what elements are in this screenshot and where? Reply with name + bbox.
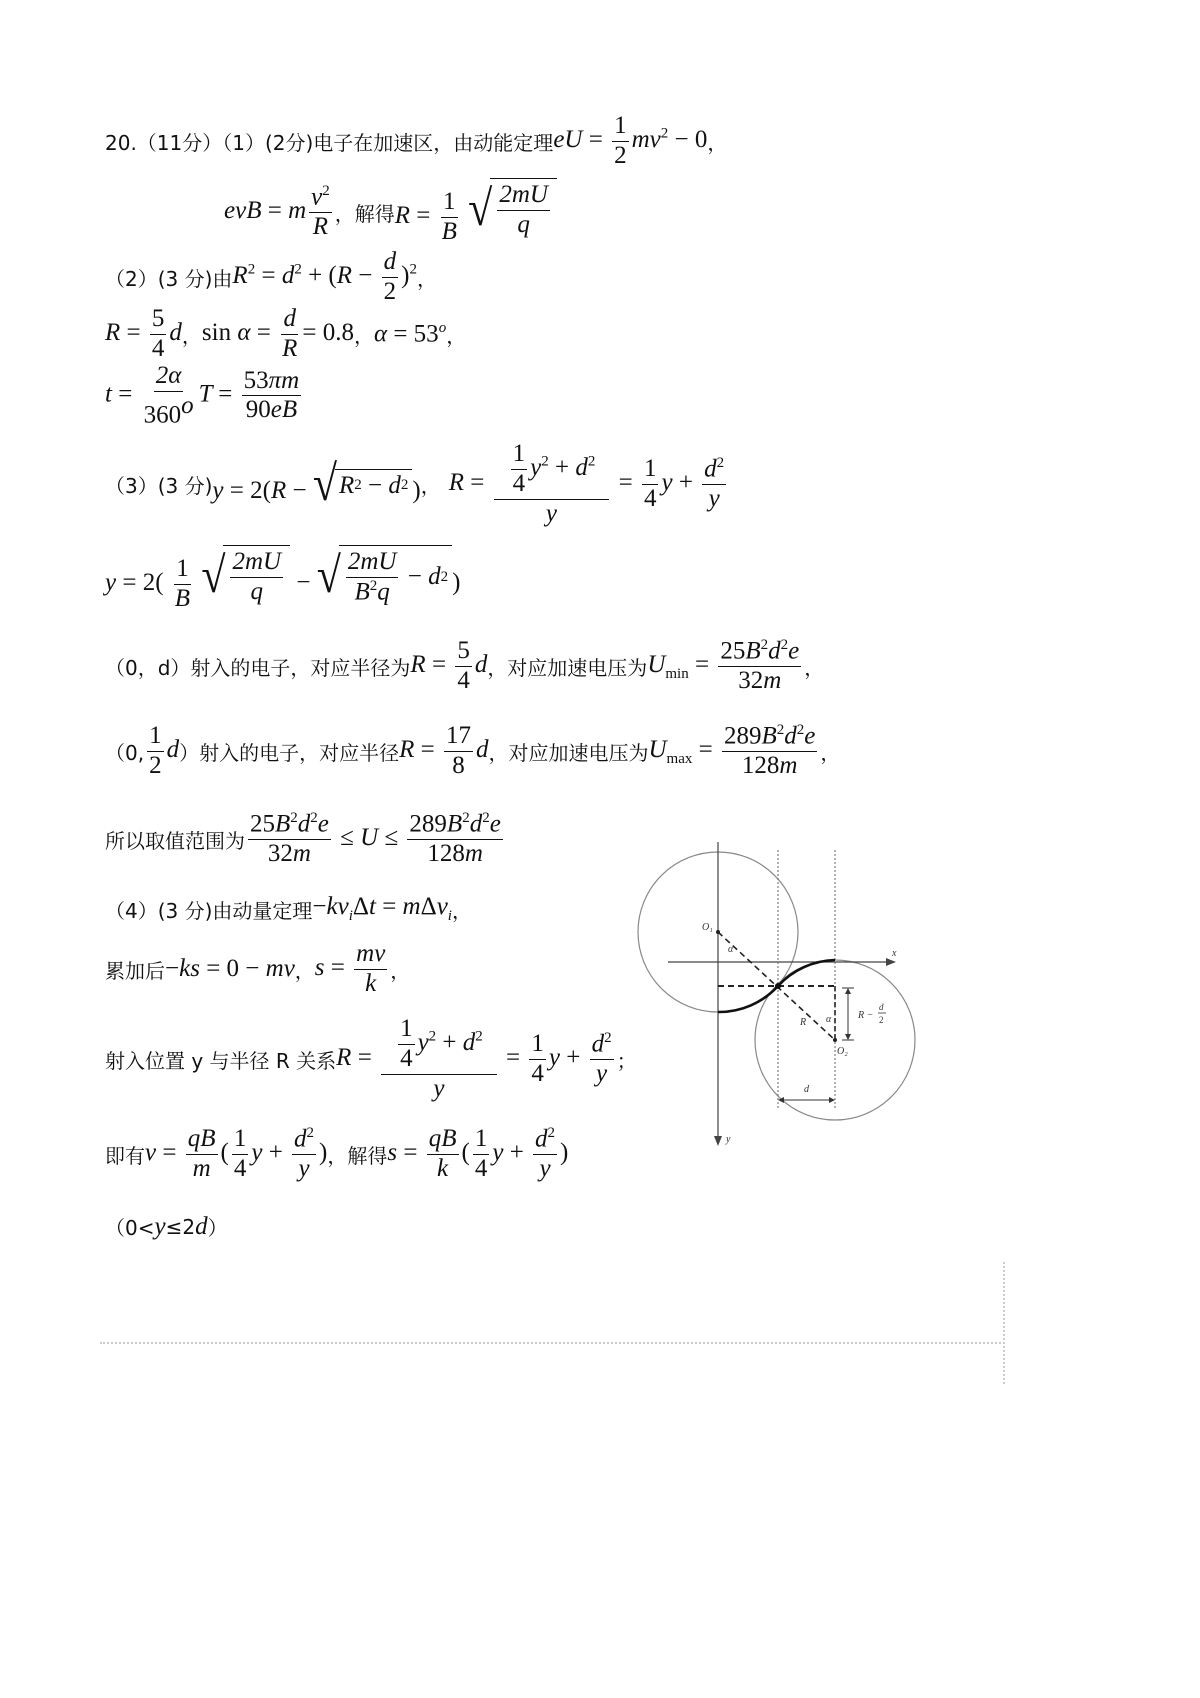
eq-r-of-y: R = $\frac{1}{4}$ $y^2 + d^2$ y = $\frac{1}{4}$ y + $\frac{d^2}{y}$ xyxy=(448,440,725,527)
eq-energy: eU = $\frac{1}{2}$ $mv^2 - 0$ xyxy=(553,112,708,169)
eq-r-relation: R = $\frac{1}{4}$ $y^2 + d^2$ y = $\frac{1}{4}$ y + $\frac{d^2}{y}$ xyxy=(336,1015,612,1102)
line-result: 即有 v = $\frac{qB}{m}$ ( $\frac{1}{4}$ y + $\frac{d^2}{y}$ ) ， 解得 s = $\frac{qB}{k}$ ( $\frac{1}{4}$ y + $\frac{d^2}{y}$ ) xyxy=(105,1125,569,1183)
eq-r-min: R = $\frac{5}{4}$ d xyxy=(410,637,488,694)
eq-lorentz: evB = m $\frac{v^2}{R}$ xyxy=(224,182,330,240)
label-alpha-2: α xyxy=(826,1014,832,1025)
svg-text:d: d xyxy=(879,1002,884,1012)
label-o1: O₁ xyxy=(702,922,713,933)
dotted-border-v xyxy=(1003,1262,1005,1384)
trajectory-diagram xyxy=(630,830,940,1160)
line-part2: （2）(3 分)由 $R^2 = d^2 + (R$ − $\frac{d}{2}$ )$^2$ ， xyxy=(105,248,437,305)
eq-time: t = $\frac{2\alpha}{360^o}$ T = $\frac{53\pi m}{90eB}$ xyxy=(105,362,300,429)
part3-label: （3）(3 分) xyxy=(105,473,213,498)
line-y-expr xyxy=(105,545,460,613)
part4-label: （4）(3 分)由动量定理 xyxy=(105,898,313,923)
dotted-border-h xyxy=(100,1342,1005,1344)
eq-sum: −ks = 0 − mv xyxy=(165,955,295,983)
line-r-value: R = $\frac{5}{4}$ d ， sin α = $\frac{d}{R}$ = 0.8 ， $\alpha = 53^o$ ， xyxy=(105,305,467,362)
line-range: 所以取值范围为 $\frac{25B^2d^2e}{32m}$ ≤ U ≤ $\frac{289B^2d^2e}{128m}$ xyxy=(105,810,506,869)
label-d: d xyxy=(804,1084,809,1095)
line-part4: （4）(3 分)由动量定理 $-kv_i\Delta t = m\Delta v_i$ ， xyxy=(105,893,472,924)
eq-r-solution: R = $\frac{1}{B}$ √ $\frac{2mU}{q}$ xyxy=(395,178,557,246)
eq-s-final: s = $\frac{qB}{k}$ ( $\frac{1}{4}$ y + $\frac{d^2}{y}$ ) xyxy=(387,1125,569,1183)
line-time xyxy=(105,362,304,430)
eq-r-max: R = $\frac{17}{8}$ d xyxy=(399,722,489,779)
eq-s: s = $\frac{mv}{k}$ xyxy=(314,940,386,997)
eq-impulse: $-kv_i\Delta t = m\Delta v_i$ xyxy=(312,893,452,924)
label-x: x xyxy=(892,948,897,959)
label-alpha-1: α xyxy=(728,944,734,955)
eq-umin: $U_{min}$ = $\frac{25B^2d^2e}{32m}$ xyxy=(647,637,800,695)
eq-alpha: $\alpha = 53^o$ xyxy=(373,320,447,348)
eq-u-range: $\frac{25B^2d^2e}{32m}$ ≤ U ≤ $\frac{289B^2d^2e}{128m}$ xyxy=(250,810,501,868)
line-part3: （3）(3 分) y = 2(R − √ R 2 − d 2 ) ， R = $\frac{1}{4}$ $y^2 + d^2$ y = $\frac{1}{4}$ y + $\frac{d^2}{y}$ xyxy=(105,440,729,528)
eq-y: y = 2(R − √ R 2 − d 2 ) xyxy=(212,455,421,512)
eq-geometry: $R^2 = d^2 + (R$ − $\frac{d}{2}$ )$^2$ xyxy=(232,248,417,305)
line-umax: （0, $\frac{1}{2}$ d ）射入的电子，对应半径 R = $\frac{17}{8}$ d ，对应加速电压为 $U_{max}$ = $\frac{289B^2d^2e}{128m}$ ， xyxy=(105,722,841,780)
eq-sin-alpha: sin α = $\frac{d}{R}$ = 0.8 xyxy=(201,305,354,362)
label-y: y xyxy=(726,1134,731,1145)
eq-y-full: y = 2( $\frac{1}{B}$ √ $\frac{2mU}{q}$ − √ $\frac{2mU}{B^2q}$ − d 2 ) xyxy=(105,545,460,613)
label-r: R xyxy=(800,1017,807,1028)
label-r-minus: R − xyxy=(858,1010,874,1021)
svg-text:2: 2 xyxy=(879,1015,884,1025)
line-part1: 20.（11分）（1）(2分)电子在加速区，由动能定理 eU = $\frac{1}{2}$ $mv^2 - 0$ ， xyxy=(105,112,728,169)
part2-label: （2）(3 分)由 xyxy=(105,266,233,291)
label-o2: O₂ xyxy=(837,1046,848,1057)
part1-header: 20.（11分）（1）(2分)电子在加速区，由动能定理 xyxy=(105,130,554,155)
eq-r-5-4: R = $\frac{5}{4}$ d xyxy=(105,305,182,362)
eq-v: v = $\frac{qB}{m}$ ( $\frac{1}{4}$ y + $\frac{d^2}{y}$ ) xyxy=(145,1125,328,1183)
line-relation: 射入位置 y 与半径 R 关系 R = $\frac{1}{4}$ $y^2 + d^2$ y = $\frac{1}{4}$ y + $\frac{d^2}{y}$ ； xyxy=(105,1015,637,1102)
line-radius: evB = m $\frac{v^2}{R}$ ， 解得 R = $\frac{1}{B}$ √ $\frac{2mU}{q}$ xyxy=(224,178,557,246)
line-umin: （0，d）射入的电子，对应半径为 R = $\frac{5}{4}$ d ，对应加速电压为 $U_{min}$ = $\frac{25B^2d^2e}{32m}$ ， xyxy=(105,637,825,695)
eq-umax: $U_{max}$ = $\frac{289B^2d^2e}{128m}$ xyxy=(648,722,816,780)
line-sum: 累加后 −ks = 0 − mv ， s = $\frac{mv}{k}$ ， xyxy=(105,940,411,997)
line-domain: （0< y ≤2 d ） xyxy=(105,1212,228,1240)
